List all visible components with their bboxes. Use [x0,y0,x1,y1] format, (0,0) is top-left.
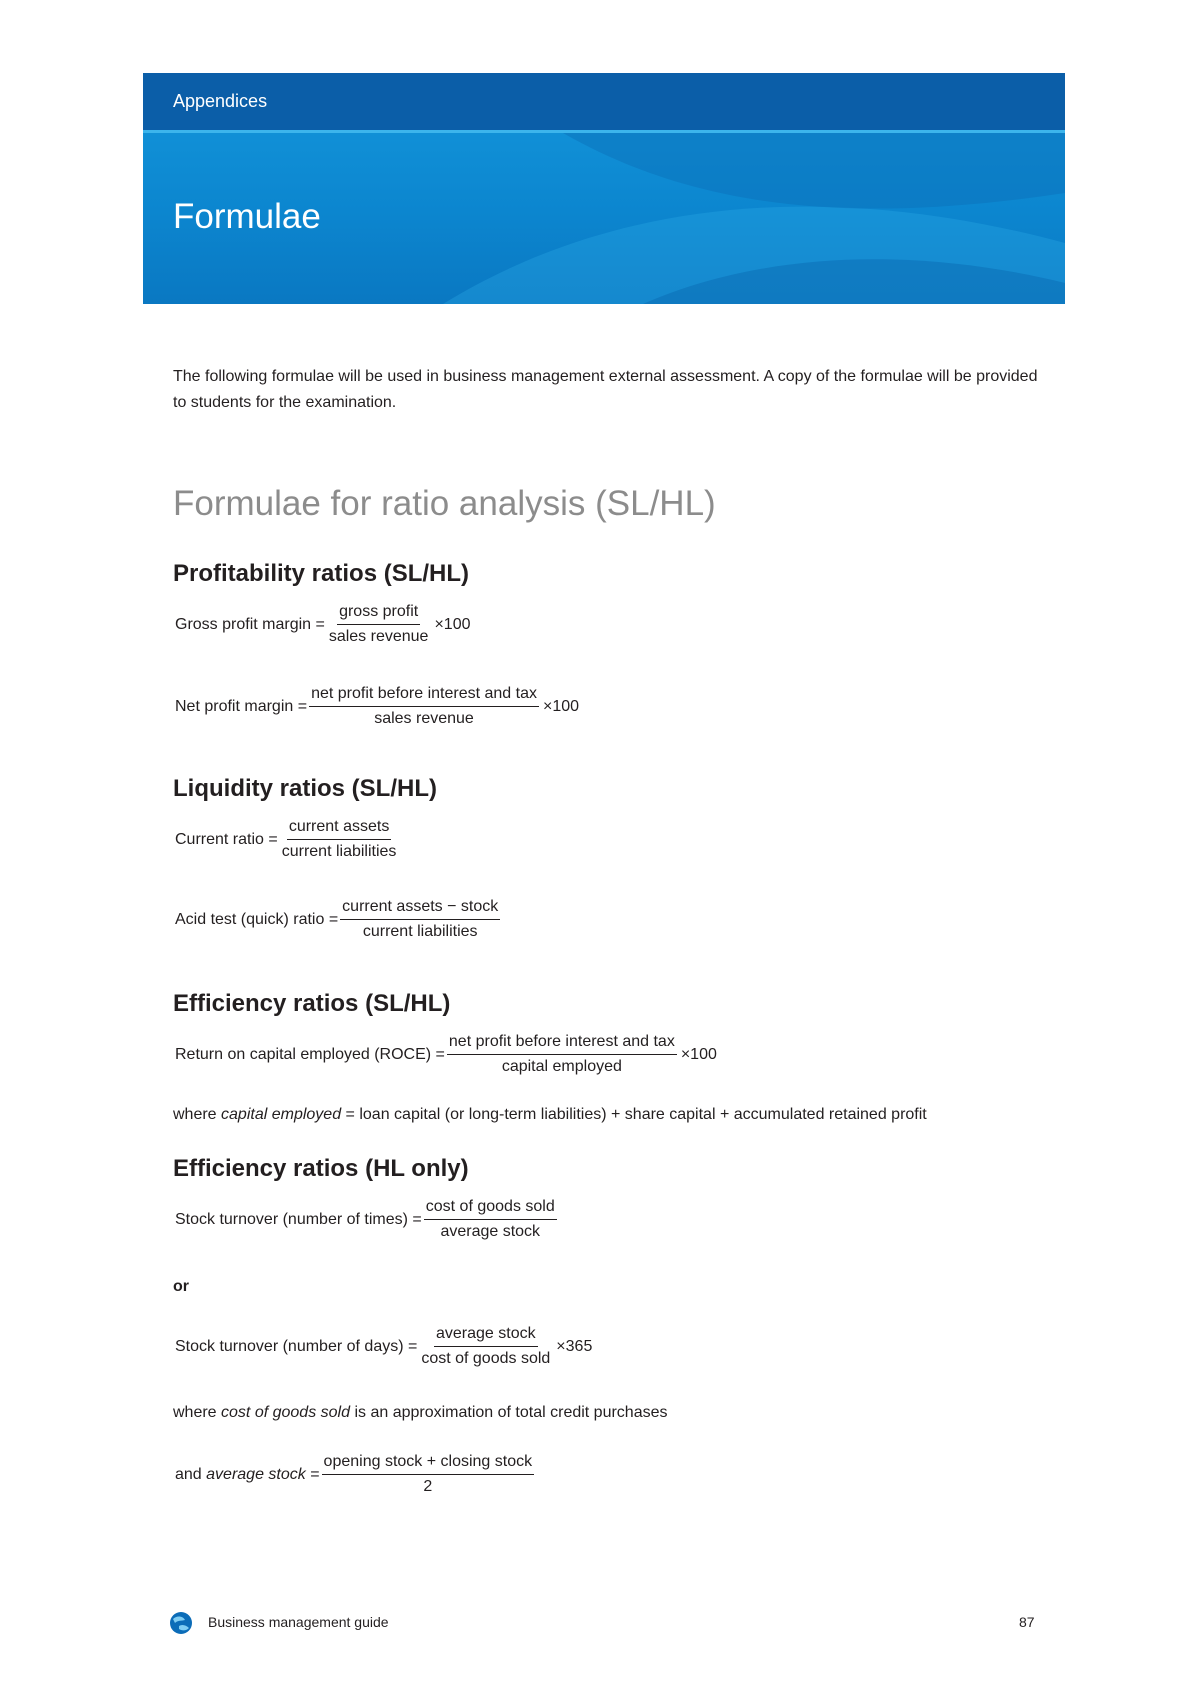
efficiency-hl-heading: Efficiency ratios (HL only) [173,1155,469,1182]
main-heading: Formulae for ratio analysis (SL/HL) [173,484,716,523]
or-text: or [173,1278,189,1295]
formula-label: Acid test (quick) ratio = [175,910,339,928]
fraction [340,898,500,941]
numerator: gross profit [337,603,420,625]
fraction [309,685,539,728]
denominator: sales revenue [328,628,429,645]
note-suffix: = loan capital (or long-term liabilities) + share capital + accumulated retained profit [341,1106,927,1123]
page-number: 87 [1019,1614,1035,1630]
numerator: net profit before interest and tax [447,1033,677,1055]
stock-turnover-days-formula [175,1325,592,1368]
capital-employed-note [173,1106,927,1124]
note-prefix: where [173,1106,222,1123]
intro-paragraph: The following formulae will be used in business management external assessment. A copy of the formulae will be provided to students for the examination. [173,368,1038,411]
fraction [322,1453,535,1496]
note-term: capital employed [221,1106,342,1123]
denominator: sales revenue [374,710,474,727]
numerator: net profit before interest and tax [309,685,539,707]
multiplier: ×100 [680,1045,717,1063]
fraction [327,603,431,646]
current-ratio-formula [175,818,400,861]
denominator: capital employed [501,1058,622,1075]
numerator: cost of goods sold [424,1198,557,1220]
formula-label: Gross profit margin = [175,615,325,633]
gross-profit-margin-formula [175,603,471,646]
efficiency-heading: Efficiency ratios (SL/HL) [173,990,451,1017]
fraction [447,1033,677,1076]
acid-test-formula [175,898,502,941]
multiplier: ×100 [542,697,580,715]
note-suffix: is an approximation of total credit purchases [350,1404,668,1421]
roce-formula [175,1033,717,1076]
formula-label: Current ratio = [175,830,278,848]
formula-label: Stock turnover (number of days) = [175,1337,418,1355]
formula-label [175,1466,320,1484]
formula-label: Net profit margin = [175,697,308,715]
denominator: current liabilities [362,923,478,940]
header-banner [143,73,1065,304]
cost-of-goods-note [173,1404,668,1422]
profitability-heading: Profitability ratios (SL/HL) [173,560,470,587]
average-stock-formula [175,1453,536,1496]
multiplier: ×100 [434,615,471,633]
numerator: average stock [434,1325,538,1347]
numerator: current assets − stock [340,898,500,920]
label-prefix: and [175,1465,207,1483]
net-profit-margin-formula [175,685,579,728]
formula-label: Stock turnover (number of times) = [175,1210,422,1228]
formula-label: Return on capital employed (ROCE) = [175,1045,445,1063]
denominator: cost of goods sold [421,1350,551,1367]
denominator: average stock [440,1223,541,1240]
label-suffix: = [305,1465,320,1483]
liquidity-heading: Liquidity ratios (SL/HL) [173,775,437,802]
fraction [419,1325,552,1368]
denominator: current liabilities [281,843,397,860]
label-term: average stock [206,1465,306,1483]
page-title: Formulae [173,197,321,236]
banner-top-bar [143,73,1065,133]
denominator: 2 [423,1478,433,1495]
section-label: Appendices [173,91,268,111]
note-prefix: where [173,1404,222,1421]
numerator: current assets [287,818,391,840]
numerator: opening stock + closing stock [322,1453,535,1475]
note-term: cost of goods sold [221,1404,350,1421]
fraction [280,818,399,861]
footer-guide-name: Business management guide [208,1614,389,1630]
fraction [424,1198,557,1241]
globe-logo-icon [169,1611,193,1635]
stock-turnover-times-formula [175,1198,559,1241]
multiplier: ×365 [556,1337,593,1355]
